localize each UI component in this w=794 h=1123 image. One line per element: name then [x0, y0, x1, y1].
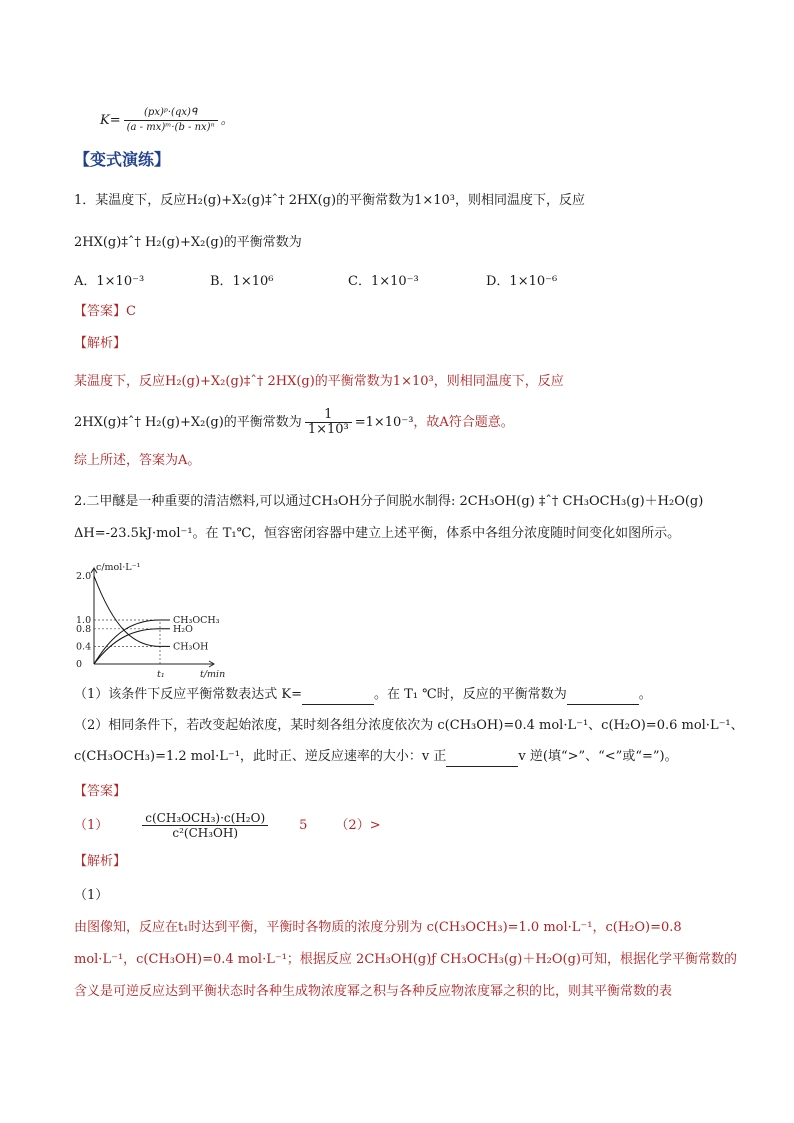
- q2-sub2-line2-prefix: c(CH₃OCH₃)=1.2 mol·L⁻¹，此时正、逆反应速率的大小：v 正: [74, 749, 447, 764]
- q2-sub2-line2-suffix: v 逆(填“>”、“<”或“=”)。: [518, 749, 678, 764]
- q1-answer-label: 【答案】: [74, 304, 127, 319]
- chart-x-label: t/min: [200, 669, 226, 680]
- concentration-time-chart: [70, 556, 230, 681]
- chart-series-line: [94, 620, 170, 664]
- q1-analysis-line2: [74, 408, 514, 438]
- q2-text-line1: 2.二甲醚是一种重要的清洁燃料,可以通过CH₃OH分子间脱水制得: 2CH₃OH(g) ‡ˆ† CH₃OCH₃(g)＋H₂O(g): [74, 494, 704, 509]
- chart-series-label: CH₃OH: [173, 641, 209, 653]
- q2-sub1-blank-value[interactable]: [567, 688, 639, 705]
- q2-analysis-line1: 由图像知，反应在t₁时达到平衡，平衡时各物质的浓度分别为 c(CH₃OCH₃)=1.0 mol·L⁻¹，c(H₂O)=0.8: [74, 920, 682, 935]
- q1-option-d: D．1×10⁻⁶: [486, 274, 558, 289]
- q2-answer-row: [74, 808, 381, 844]
- q2-sub1-mid: 。在 T₁ ℃时，反应的平衡常数为: [374, 687, 567, 702]
- q2-analysis-line2: mol·L⁻¹，c(CH₃OH)=0.4 mol·L⁻¹；根据反应 2CH₃OH(g)ƒ CH₃OCH₃(g)＋H₂O(g)可知，根据化学平衡常数的: [74, 952, 738, 967]
- q1-analysis-label: 【解析】: [74, 336, 127, 351]
- chart-y-tick-label: 1.0: [76, 615, 92, 626]
- q1-analysis-fraction: [305, 408, 352, 437]
- q2-text-line2: ΔH=-23.5kJ·mol⁻¹。在 T₁℃，恒容密闭容器中建立上述平衡，体系中各组分浓度随时间变化如图所示。: [74, 526, 681, 541]
- q1-option-a: A．1×10⁻³: [74, 274, 145, 289]
- q2-ans1-value: 5: [299, 818, 308, 833]
- formula-fraction: [124, 106, 218, 135]
- q2-sub2-line2: [74, 747, 678, 767]
- chart-y-tick-label: 2.0: [76, 571, 92, 582]
- q1-analysis-line2-eq: =1×10⁻³: [354, 415, 414, 430]
- q1-answer: [74, 302, 136, 322]
- q1-fraction-num: 1: [305, 408, 352, 423]
- chart-y-tick-label: 0: [76, 659, 83, 670]
- formula-lhs: K=: [100, 113, 121, 128]
- chart-y-label: c/mol·L⁻¹: [96, 562, 141, 573]
- q1-analysis-line2-prefix: 2HX(g)‡ˆ† H₂(g)+X₂(g)的平衡常数为: [74, 415, 302, 430]
- chart-y-tick-label: 0.8: [76, 623, 92, 635]
- q2-analysis-label: 【解析】: [74, 854, 127, 869]
- q1-text-line1: 1．某温度下，反应H₂(g)+X₂(g)‡ˆ† 2HX(g)的平衡常数为1×10³，则相同温度下，反应: [74, 193, 585, 208]
- section-title: 【变式演练】: [74, 150, 171, 169]
- q2-sub1-end: 。: [638, 687, 652, 702]
- formula-numerator: (px)ᵖ·(qx)ᑫ: [124, 106, 218, 121]
- formula-denominator: (a - mx)ᵐ·(b - nx)ⁿ: [126, 122, 215, 133]
- q2-sub1: [74, 685, 652, 705]
- q1-text-line2: 2HX(g)‡ˆ† H₂(g)+X₂(g)的平衡常数为: [74, 235, 302, 250]
- q1-answer-value: C: [126, 304, 136, 319]
- chart-series-label: CH₃OCH₃: [173, 615, 220, 626]
- chart-x-tick-label: t₁: [157, 669, 165, 680]
- q2-ans1-den: c²(CH₃OH): [172, 826, 239, 840]
- q2-sub2-line1: （2）相同条件下，若改变起始浓度，某时刻各组分浓度依次为 c(CH₃OH)=0.4 mol·L⁻¹、c(H₂O)=0.6 mol·L⁻¹、: [74, 718, 744, 733]
- equilibrium-constant-formula: [100, 106, 234, 135]
- q2-answer-label: 【答案】: [74, 784, 127, 799]
- q1-option-b: B．1×10⁶: [210, 274, 274, 289]
- q2-sub1-blank-k[interactable]: [302, 688, 374, 705]
- q1-analysis-line1: 某温度下，反应H₂(g)+X₂(g)‡ˆ† 2HX(g)的平衡常数为1×10³，则相同温度下，反应: [74, 374, 564, 389]
- chart-series-label: H₂O: [173, 623, 193, 635]
- chart-series-line: [94, 576, 170, 646]
- q2-ans1-num: c(CH₃OCH₃)·c(H₂O): [142, 811, 268, 826]
- q1-conclusion: 综上所述，答案为A。: [74, 453, 201, 468]
- q2-ans2: （2）>: [335, 818, 381, 833]
- formula-tail: 。: [220, 113, 234, 128]
- q1-analysis-line2-suffix: ，故A符合题意。: [413, 415, 514, 430]
- q2-ans1-label: （1）: [74, 818, 109, 833]
- q2-analysis-sub: （1）: [74, 888, 109, 903]
- q1-fraction-den: 1×10³: [307, 422, 349, 437]
- q2-sub1-prefix: （1）该条件下反应平衡常数表达式 K=: [74, 687, 303, 702]
- q1-option-c: C．1×10⁻³: [348, 274, 419, 289]
- q2-sub2-blank[interactable]: [446, 750, 518, 767]
- q2-analysis-line3: 含义是可逆反应达到平衡状态时各种生成物浓度幂之积与各种反应物浓度幂之积的比，则其平衡常数的表: [74, 984, 673, 999]
- q2-ans1-fraction: [142, 811, 268, 840]
- chart-y-tick-label: 0.4: [76, 641, 92, 653]
